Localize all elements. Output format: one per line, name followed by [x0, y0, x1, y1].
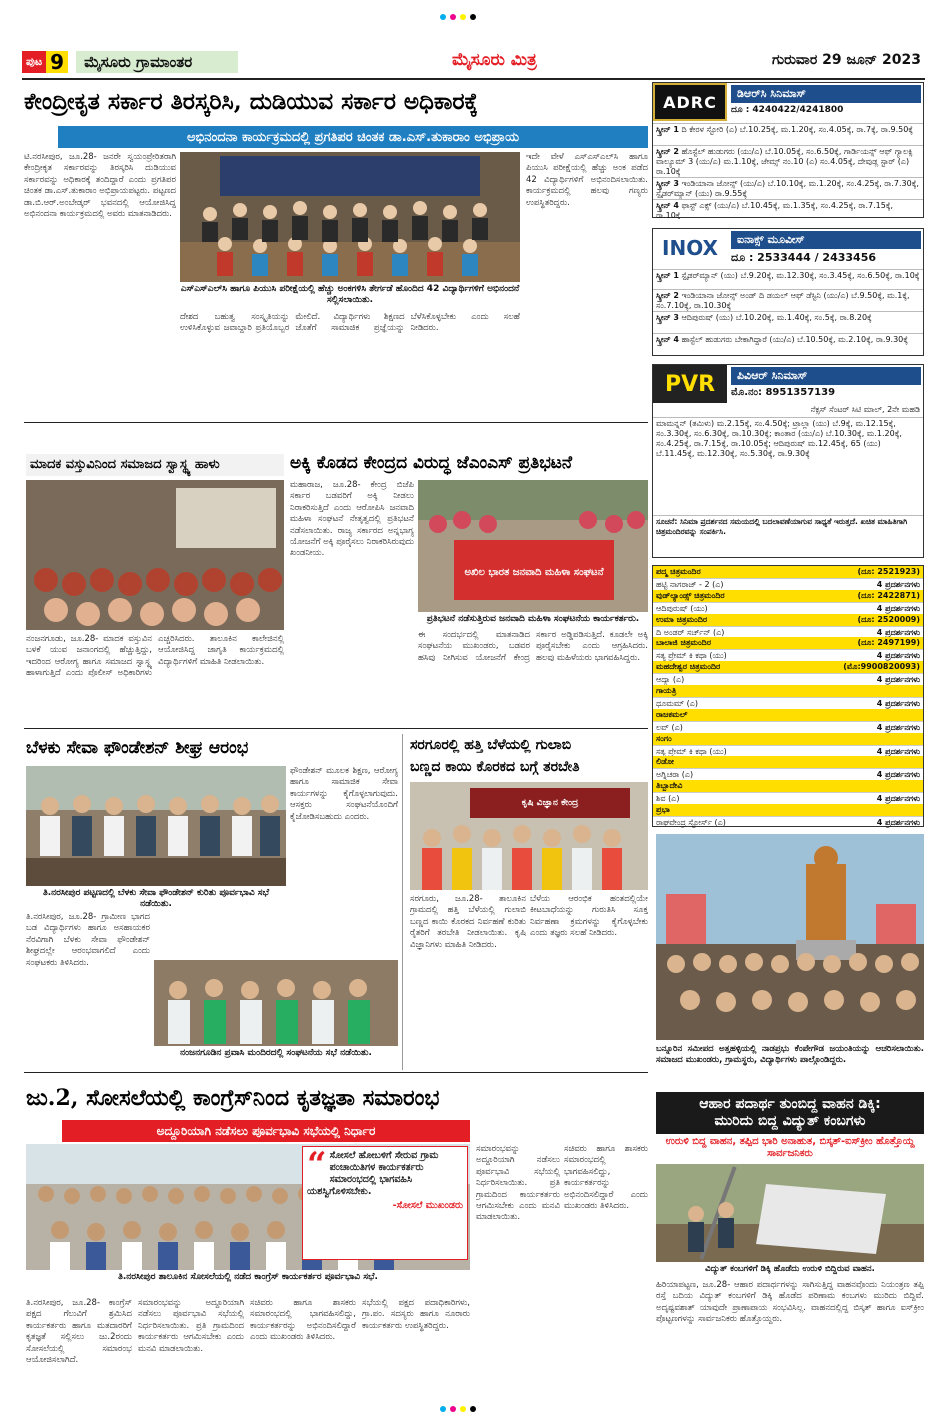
lead-photo — [180, 152, 520, 282]
inox-show-row — [653, 289, 923, 311]
show-count: 4 ಪ್ರದರ್ಶನಗಳು — [876, 675, 920, 685]
quote-mark-icon: “ — [307, 1145, 327, 1185]
inox-show-row — [653, 333, 923, 357]
statue-photo — [656, 834, 924, 1040]
theatre-name: ಪ್ರಭಾ — [656, 805, 670, 814]
accident-body: ಹಿರಿಯಾಪಟ್ಟಣ, ಜೂ.28- ಆಹಾರ ಪದಾರ್ಥಗಳನ್ನು ಸಾಗಿಸುತ್ತಿದ್ದ ವಾಹನವೊಂದು ನಿಯಂತ್ರಣ ತಪ್ಪಿ ರಸ್ತೆ ಬದಿಯ ವಿದ್ಯುತ್ ಕಂಬಗಳಿಗೆ ಡಿಕ್ಕಿ ಹೊಡೆದ ಪರಿಣಾಮ ಕಂಬಗಳು ಮುರಿದು ಬಿದ್ದಿವೆ. ಅದೃಷ್ಟವಶಾತ್ ಯಾವುದೇ ಪ್ರಾಣಾಪಾಯ ಸಂಭವಿಸಿಲ್ಲ. ವಾಹನದಲ್ಲಿದ್ದ ಬಿಸ್ಕತ್ ಹಾಗೂ ಐಸ್‌ಕ್ರೀಂ ಪೊಟ್ಟಣಗಳನ್ನು ಸಾರ್ವಜನಿಕರು ಹೊತ್ತೊಯ್ದರು. — [656, 1280, 924, 1325]
story4-photo1 — [26, 766, 286, 886]
pvr-address: ನೆಕ್ಸಸ್ ಸೆಂಟರ್ ಸಿಟಿ ಮಾಲ್, 2ನೇ ಮಹಡಿ — [810, 405, 920, 414]
theatre-name-row — [653, 590, 923, 602]
drc-screen-label: ಸ್ಕ್ರೀನ್ 4 — [656, 201, 679, 210]
inox-title: ಐನಾಕ್ಸ್ ಮೂವೀಸ್ — [731, 231, 921, 249]
story6-body-col3: ಸಚಿವರು ಹಾಗೂ ಶಾಸಕರು ಸಮಾರಂಭದಲ್ಲಿ ಭಾಗವಹಿಸಲಿದ್ದು, ಕಾರ್ಯಕರ್ತರನ್ನು ಅಭಿನಂದಿಸಲಿದ್ದಾರೆ ಎಂದು ಮುಖಂಡರು ತಿಳಿಸಿದರು. — [250, 1298, 356, 1343]
drc-show-row — [653, 123, 923, 145]
drc-show-text: ಇಂಡಿಯಾನಾ ಜೋನ್ಸ್ (ಯು/ಎ) ಬೆ.10.10ಕ್ಕೆ, ಮ.1.20ಕ್ಕೆ, ಸಂ.4.25ಕ್ಕೆ, ರಾ.7.30ಕ್ಕೆ, ಸ್ಪೈಡರ್‌ಮ್ಯಾನ್ (ಯು) ರಾ.9.55ಕ್ಕೆ — [656, 179, 919, 198]
statue-photo-image — [656, 834, 924, 1040]
accident-photo — [656, 1164, 924, 1262]
movie-name: ಧೂಮಮ್ (ಎ) — [656, 698, 699, 708]
show-count: 4 ಪ್ರದರ್ಶನಗಳು — [876, 603, 920, 613]
accident-photo-caption: ವಿದ್ಯುತ್ ಕಂಬಗಳಿಗೆ ಡಿಕ್ಕಿ ಹೊಡೆದು ಉರುಳಿ ಬಿದ್ದಿರುವ ವಾಹನ. — [705, 1264, 875, 1274]
show-count: 4 ಪ್ರದರ್ಶನಗಳು — [876, 794, 920, 804]
show-count: 4 ಪ್ರದರ್ಶನಗಳು — [876, 817, 920, 827]
story4-photo2-caption: ನಂಜನಗೂಡಿನ ಪ್ರವಾಸಿ ಮಂದಿರದಲ್ಲಿ ಸಂಘಟನೆಯ ಸಭೆ ನಡೆಯಿತು. — [180, 1048, 372, 1058]
theatre-name: ಮಹದೇಶ್ವರ ಚಿತ್ರಮಂದಿರ — [656, 662, 721, 672]
lead-body-col1: ಟಿ.ನರಸೀಪುರ, ಜೂ.28- ಜನರೇ ಸ್ವಯಂಪ್ರೇರಿತರಾಗಿ ಕೇಂದ್ರೀಕೃತ ಸರ್ಕಾರವನ್ನು ತಿರಸ್ಕರಿಸಿ ದುಡಿಯುವ ಸರ್ಕಾರವನ್ನು ಅಧಿಕಾರಕ್ಕೆ ತಂದಿದ್ದಾರೆ ಎಂದು ಪ್ರಗತಿಪರ ಚಿಂತಕ ಡಾ.ಎಸ್.ತುಕಾರಾಂ ಅಭಿಪ್ರಾಯಪಟ್ಟರು. ಪಟ್ಟಣದ ಡಾ.ಬಿ.ಆರ್.ಅಂಬೇಡ್ಕರ್ ಭವನದಲ್ಲಿ ಆಯೋಜಿಸಿದ್ದ ಅಭಿನಂದನಾ ಕಾರ್ಯಕ್ರಮದಲ್ಲಿ ಅವರು ಮಾತನಾಡಿದರು. — [24, 152, 176, 220]
registration-marks-bottom — [440, 1406, 476, 1412]
inox-show-text: ಹಾಸ್ಟೆಲ್ ಹುಡುಗರು ಬೇಕಾಗಿದ್ದಾರೆ (ಯು/ಎ) ಬೆ.10.50ಕ್ಕೆ, ಮ.2.10ಕ್ಕೆ, ರಾ.9.30ಕ್ಕೆ — [681, 335, 908, 344]
show-count: 4 ಪ್ರದರ್ಶನಗಳು — [876, 770, 920, 780]
inox-screen-label: ಸ್ಕ್ರೀನ್ 2 — [656, 291, 679, 300]
show-count: 4 ಪ್ರದರ್ಶನಗಳು — [876, 746, 920, 756]
page-tag: ಪುಟ — [22, 51, 46, 73]
theatre-name: ತಿಬ್ಬಾದೇವಿ — [656, 781, 683, 791]
pvr-phone: ಮೊ.ನಂ: 8951357139 — [731, 387, 836, 398]
drc-show-text: ಹೊಸ್ಟೆಲ್ ಹುಡುಗರು (ಯು/ಎ) ಬೆ.10.05ಕ್ಕೆ, ಸಂ.6.50ಕ್ಕೆ, ಗಾರ್ಡಿಯನ್ಸ್ ಆಫ್ ಗ್ಯಾಲಕ್ಸಿ ವಾಲ್ಯೂಮ್ 3 (ಯು/ಎ) ಮ.1.10ಕ್ಕೆ, ಜೇಮ್ಸ್ ನಂ.10 (ಎ) ಸಂ.4.05ಕ್ಕೆ, ದೇವುಡ್ಲ ಸ್ಟಾರ್ (ಎ) ರಾ.10ಕ್ಕೆ — [656, 147, 913, 176]
story6-body-col4: ಸಭೆಯಲ್ಲಿ ಪಕ್ಷದ ಪದಾಧಿಕಾರಿಗಳು, ಗ್ರಾ.ಪಂ. ಸದಸ್ಯರು ಹಾಗೂ ನೂರಾರು ಕಾರ್ಯಕರ್ತರು ಉಪಸ್ಥಿತರಿದ್ದರು. — [362, 1298, 470, 1331]
accident-subhead: ಉರುಳಿ ಬಿದ್ದ ವಾಹನ, ತಪ್ಪಿದ ಭಾರಿ ಅನಾಹುತ, ಬಿಸ್ಕತ್-ಐಸ್‌ಕ್ರೀಂ ಹೊತ್ತೊಯ್ದ ಸಾರ್ವಜನಿಕರು — [665, 1136, 915, 1159]
story6-quote — [302, 1146, 468, 1260]
cinema-pvr — [652, 364, 924, 558]
theatre-show-row — [653, 745, 923, 757]
story6-subhead: ಅದ್ದೂರಿಯಾಗಿ ನಡೆಸಲು ಪೂರ್ವಭಾವಿ ಸಭೆಯಲ್ಲಿ ನಿರ್ಧಾರ — [62, 1120, 470, 1142]
lead-photo-caption: ಎಸ್‌ಎಸ್‌ಎಲ್‌ಸಿ ಹಾಗೂ ಪಿಯುಸಿ ಪರೀಕ್ಷೆಯಲ್ಲಿ ಹೆಚ್ಚು ಅಂಕಗಳಿಸಿ ತೇರ್ಗಡೆ ಹೊಂದಿದ 42 ವಿದ್ಯಾರ್ಥಿಗಳಿಗೆ ಅಭಿನಂದನೆ ಸಲ್ಲಿಸಲಾಯಿತು. — [180, 284, 520, 305]
mid-rule — [24, 728, 648, 729]
lower-rule — [24, 1072, 648, 1073]
drc-show-row — [653, 145, 923, 177]
masthead: ಮೈಸೂರು ಮಿತ್ರ — [452, 50, 537, 70]
inox-logo: INOX — [662, 236, 718, 260]
story3-headline: ಅಕ್ಕಿ ಕೊಡದ ಕೇಂದ್ರದ ವಿರುದ್ಧ ಜೆಎಂಎಸ್ ಪ್ರತಿಭಟನೆ — [290, 453, 573, 473]
pvr-title: ಪಿವಿಆರ್ ಸಿನಿಮಾಸ್ — [731, 367, 921, 385]
inox-show-text: ಇಂಡಿಯಾನಾ ಜೋನ್ಸ್ ಅಂಡ್ ದಿ ಡಯಲ್ ಆಫ್ ಡೆಸ್ಟಿನಿ (ಯು/ಎ) ಬೆ.9.50ಕ್ಕೆ, ಮ.1ಕ್ಕೆ, ಸಂ.7.10ಕ್ಕೆ, ರಾ.10.30ಕ್ಕೆ — [656, 291, 910, 310]
theatre-name-row — [653, 566, 923, 578]
drc-show-row — [653, 199, 923, 219]
cinema-inox — [652, 228, 924, 356]
theatre-list — [652, 565, 924, 827]
movie-name: ಸತ್ಯ ಪ್ರೇಮ್ ಕಿ ಕಥಾ (ಯು) — [656, 651, 727, 661]
lead-photo-image — [180, 152, 520, 282]
show-count: 4 ಪ್ರದರ್ಶನಗಳು — [876, 698, 920, 708]
theatre-show-row — [653, 673, 923, 685]
story5-headline-line1: ಸರಗೂರಲ್ಲಿ ಹತ್ತಿ ಬೆಳೆಯಲ್ಲಿ ಗುಲಾಬಿ — [410, 737, 572, 753]
inox-screen-label: ಸ್ಕ್ರೀನ್ 3 — [656, 313, 679, 322]
inox-show-text: ಆದಿಪುರುಷ್ (ಯು) ಬೆ.10.20ಕ್ಕೆ, ಮ.1.40ಕ್ಕೆ, ಸಂ.5ಕ್ಕೆ, ರಾ.8.20ಕ್ಕೆ — [681, 313, 872, 322]
theatre-name: ರಾಜಕಮಲ್ — [656, 709, 688, 719]
story4-photo2-image — [154, 960, 398, 1046]
theatre-name: ವುಡ್‌ಲ್ಯಾಂಡ್ಸ್ ಚಿತ್ರಮಂದಿರ — [656, 590, 725, 600]
story3-body-right: ಈ ಸಂದರ್ಭದಲ್ಲಿ ಮಾತನಾಡಿದ ಸಂಘಟನೆಯ ಮುಖಂಡರು, ಬಡವರ ಹಸಿವು ನೀಗಿಸುವ ಯೋಜನೆಗೆ ಕೇಂದ್ರ ಸರ್ಕಾರ ಅಡ್ಡಿಪಡಿಸುತ್ತಿದೆ. ಕೂಡಲೇ ಅಕ್ಕಿ ಪೂರೈಸಬೇಕು ಎಂದು ಆಗ್ರಹಿಸಿದರು. ಹಲವು ಮಹಿಳೆಯರು ಭಾಗವಹಿಸಿದ್ದರು. — [418, 630, 648, 663]
accident-headline-line2: ಮುರಿದು ಬಿದ್ದ ವಿದ್ಯುತ್ ಕಂಬಗಳು — [714, 1113, 866, 1129]
lead-bottom-rule — [24, 422, 648, 423]
pvr-logo: PVR — [653, 365, 727, 403]
movie-name: ದಿ ಅಂಡರ್ ಸರ್ಚ್‌ನ್ (ಎ) — [656, 627, 725, 637]
story4-headline: ಬೆಳಕು ಸೇವಾ ಫೌಂಡೇಶನ್ ಶೀಘ್ರ ಆರಂಭ — [26, 738, 249, 758]
accident-headline-line1: ಆಹಾರ ಪದಾರ್ಥ ತುಂಬಿದ್ದ ವಾಹನ ಡಿಕ್ಕಿ: — [699, 1096, 881, 1112]
accident-photo-image — [656, 1164, 924, 1262]
col-divider — [402, 734, 403, 1070]
story4-body-left: ತಿ.ನರಸೀಪುರ, ಜೂ.28- ಗ್ರಾಮೀಣ ಭಾಗದ ಬಡ ವಿದ್ಯಾರ್ಥಿಗಳು ಹಾಗೂ ಅಸಹಾಯಕರ ನೆರವಿಗಾಗಿ ಬೆಳಕು ಸೇವಾ ಫೌಂಡೇಶನ್ ಶೀಘ್ರದಲ್ಲೇ ಆರಂಭವಾಗಲಿದೆ ಎಂದು ಸಂಘಟಕರು ತಿಳಿಸಿದರು. — [26, 912, 150, 968]
inox-screen-label: ಸ್ಕ್ರೀನ್ 1 — [656, 271, 679, 280]
theatre-show-row — [653, 768, 923, 780]
theatre-name: ಗಾಯತ್ರಿ — [656, 686, 677, 695]
theatre-name: ಉಮಾ ಚಿತ್ರಮಂದಿರ — [656, 614, 708, 624]
story6-quote-text: ಸೋಸಲೆ ಹೋಬಳಿಗೆ ಸೇರುವ ಗ್ರಾಮ ಪಂಚಾಯಿತಿಗಳ ಕಾರ್ಯಕರ್ತರು ಸಮಾರಂಭದಲ್ಲಿ ಭಾಗವಹಿಸಿ ಯಶಸ್ವಿಗೊಳಿಸಬೇಕು. — [307, 1150, 439, 1197]
story6-quote-author: -ಸೋಸಲೆ ಮುಖಂಡರು — [392, 1200, 463, 1211]
story4-body-right: ಫೌಂಡೇಶನ್ ಮೂಲಕ ಶಿಕ್ಷಣ, ಆರೋಗ್ಯ ಹಾಗೂ ಸಾಮಾಜಿಕ ಸೇವಾ ಕಾರ್ಯಗಳನ್ನು ಕೈಗೊಳ್ಳಲಾಗುವುದು. ಆಸಕ್ತರು ಸಂಘಟನೆಯೊಂದಿಗೆ ಕೈಜೋಡಿಸಬಹುದು ಎಂದರು. — [290, 766, 398, 822]
story5-body-right: ಬೆಳೆಯ ಆರಂಭಿಕ ಹಂತದಲ್ಲಿಯೇ ಕೀಟಬಾಧೆಯನ್ನು ಗುರುತಿಸಿ ಸೂಕ್ತ ನಿರ್ವಹಣಾ ಕ್ರಮಗಳನ್ನು ಕೈಗೊಳ್ಳಬೇಕು ಎಂದು ತಜ್ಞರು ಸಲಹೆ ನೀಡಿದರು. — [530, 894, 648, 939]
story5-body-left: ಸರಗೂರು, ಜೂ.28- ತಾಲೂಕಿನ ಗ್ರಾಮದಲ್ಲಿ ಹತ್ತಿ ಬೆಳೆಯಲ್ಲಿ ಗುಲಾಬಿ ಬಣ್ಣದ ಕಾಯಿ ಕೊರಕದ ನಿರ್ವಹಣೆ ಕುರಿತು ರೈತರಿಗೆ ತರಬೇತಿ ನೀಡಲಾಯಿತು. ಕೃಷಿ ವಿಜ್ಞಾನಿಗಳು ಮಾಹಿತಿ ನೀಡಿದರು. — [410, 894, 526, 950]
movie-name: ಆದ್ಯಾ (ಎ) — [656, 675, 685, 685]
theatre-show-row — [653, 578, 923, 590]
section-name: ಮೈಸೂರು ಗ್ರಾಮಾಂತರ — [76, 51, 238, 73]
header-rule — [22, 78, 925, 80]
story4-photo2 — [154, 960, 398, 1046]
story4-photo1-image — [26, 766, 286, 886]
theatre-name: ಪದ್ಮ ಚಿತ್ರಮಂದಿರ — [656, 567, 701, 576]
show-count: 4 ಪ್ರದರ್ಶನಗಳು — [876, 627, 920, 637]
show-count: 4 ಪ್ರದರ್ಶನಗಳು — [876, 579, 920, 589]
lead-body-col3: ಇದೇ ವೇಳೆ ಎಸ್‌ಎಸ್‌ಎಲ್‌ಸಿ ಹಾಗೂ ಪಿಯುಸಿ ಪರೀಕ್ಷೆಯಲ್ಲಿ ಹೆಚ್ಚು ಅಂಕ ಪಡೆದ 42 ವಿದ್ಯಾರ್ಥಿಗಳಿಗೆ ಅಭಿನಂದಿಸಲಾಯಿತು. ಕಾರ್ಯಕ್ರಮದಲ್ಲಿ ಹಲವು ಗಣ್ಯರು ಉಪಸ್ಥಿತರಿದ್ದರು. — [526, 152, 648, 208]
drc-logo: ADRC — [653, 83, 727, 121]
story6-body-col2: ಸಮಾರಂಭವನ್ನು ಅದ್ದೂರಿಯಾಗಿ ನಡೆಸಲು ಪೂರ್ವಭಾವಿ ಸಭೆಯಲ್ಲಿ ನಿರ್ಧರಿಸಲಾಯಿತು. ಪ್ರತಿ ಗ್ರಾಮದಿಂದ ಕಾರ್ಯಕರ್ತರು ಆಗಮಿಸಬೇಕು ಎಂದು ಮನವಿ ಮಾಡಲಾಯಿತು. — [138, 1298, 244, 1354]
story6-photo-caption: ತಿ.ನರಸೀಪುರ ತಾಲೂಕಿನ ಸೋಸಲೆಯಲ್ಲಿ ನಡೆದ ಕಾಂಗ್ರೆಸ್ ಕಾರ್ಯಕರ್ತರ ಪೂರ್ವಭಾವಿ ಸಭೆ. — [118, 1272, 378, 1282]
page-number: 9 — [46, 51, 68, 73]
pvr-notice: ಸೂಚನೆ: ಸಿನಿಮಾ ಪ್ರದರ್ಶನದ ಸಮಯದಲ್ಲಿ ಬದಲಾವಣೆಯಾಗುವ ಸಾಧ್ಯತೆ ಇರುತ್ತದೆ. ಖಚಿತ ಮಾಹಿತಿಗಾಗಿ ಚಿತ್ರಮಂದಿರವನ್ನು ಸಂಪರ್ಕಿಸಿ. — [653, 515, 923, 559]
theatre-name-row — [653, 756, 923, 768]
theatre-show-row — [653, 816, 923, 828]
theatre-name-row — [653, 780, 923, 792]
theatre-name-row — [653, 804, 923, 816]
story2-photo-image — [26, 480, 284, 630]
story2-headline: ಮಾದಕ ವಸ್ತುವಿನಿಂದ ಸಮಾಜದ ಸ್ವಾಸ್ಥ್ಯ ಹಾಳು — [26, 454, 284, 476]
inox-show-text: ಸ್ಪೈಡರ್‌ಮ್ಯಾನ್ (ಯು) ಬೆ.9.20ಕ್ಕೆ, ಮ.12.30ಕ್ಕೆ, ಸಂ.3.45ಕ್ಕೆ, ಸಂ.6.50ಕ್ಕೆ, ರಾ.10ಕ್ಕೆ — [681, 271, 920, 280]
theatre-show-row — [653, 697, 923, 709]
movie-name: ಅಗ್ನಿಚರಾ (ಎ) — [656, 770, 694, 780]
inox-phone: ದೂ : 2533444 / 2433456 — [731, 251, 877, 264]
story6-body-col6: ಸಚಿವರು ಹಾಗೂ ಶಾಸಕರು ಸಮಾರಂಭದಲ್ಲಿ ಭಾಗವಹಿಸಲಿದ್ದು, ಕಾರ್ಯಕರ್ತರನ್ನು ಅಭಿನಂದಿಸಲಿದ್ದಾರೆ ಎಂದು ಮುಖಂಡರು ತಿಳಿಸಿದರು. — [564, 1144, 648, 1212]
movie-name: ಹಟ್ಟಿ ನಾಗರಾಜ್ - 2 (ಎ) — [656, 579, 724, 589]
drc-title: ಡಿಆರ್‌ಸಿ ಸಿನಿಮಾಸ್ — [731, 85, 921, 103]
inox-screen-label: ಸ್ಕ್ರೀನ್ 4 — [656, 335, 679, 344]
theatre-phone: (ದೂ: 2497199) — [857, 638, 920, 648]
theatre-show-row — [653, 649, 923, 661]
cinema-drc — [652, 82, 924, 218]
story3-photo-caption: ಪ್ರತಿಭಟನೆ ನಡೆಸುತ್ತಿರುವ ಜನವಾದಿ ಮಹಿಳಾ ಸಂಘಟನೆಯ ಕಾರ್ಯಕರ್ತರು. — [426, 614, 640, 624]
drc-show-text: ದಿ ಕೇರಳ ಸ್ಟೋರಿ (ಎ) ಬೆ.10.25ಕ್ಕೆ, ಮ.1.20ಕ್ಕೆ, ಸಂ.4.05ಕ್ಕೆ, ರಾ.7ಕ್ಕೆ, ರಾ.9.50ಕ್ಕೆ — [681, 125, 913, 134]
drc-show-row — [653, 177, 923, 199]
lead-subhead: ಅಭಿನಂದನಾ ಕಾರ್ಯಕ್ರಮದಲ್ಲಿ ಪ್ರಗತಿಪರ ಚಿಂತಕ ಡಾ.ಎಸ್.ತುಕಾರಾಂ ಅಭಿಪ್ರಾಯ — [58, 126, 648, 148]
registration-marks-top — [440, 14, 476, 20]
movie-name: ರಾಘವೇಂದ್ರ ಸ್ಟೋರ್ಸ್ (ಎ) — [656, 817, 726, 827]
theatre-name-row — [653, 733, 923, 745]
theatre-show-row — [653, 792, 923, 804]
inox-show-row — [653, 311, 923, 333]
dateline: ಗುರುವಾರ 29 ಜೂನ್ 2023 — [772, 52, 921, 68]
drc-screen-label: ಸ್ಕ್ರೀನ್ 3 — [656, 179, 679, 188]
story3-body-left: ಮಹಾರಾಜ, ಜೂ.28- ಕೇಂದ್ರ ಬಿಜೆಪಿ ಸರ್ಕಾರ ಬಡವರಿಗೆ ಅಕ್ಕಿ ನೀಡಲು ನಿರಾಕರಿಸುತ್ತಿದೆ ಎಂದು ಆರೋಪಿಸಿ ಜನವಾದಿ ಮಹಿಳಾ ಸಂಘಟನೆ ನೇತೃತ್ವದಲ್ಲಿ ಪ್ರತಿಭಟನೆ ನಡೆಸಲಾಯಿತು. ರಾಜ್ಯ ಸರ್ಕಾರದ ಅನ್ನಭಾಗ್ಯ ಯೋಜನೆಗೆ ಅಕ್ಕಿ ಪೂರೈಸಲು ನಿರಾಕರಿಸಿರುವುದು ಖಂಡನೀಯ. — [290, 480, 414, 559]
story5-banner-text: ಕೃಷಿ ವಿಜ್ಞಾನ ಕೇಂದ್ರ — [521, 798, 579, 808]
story5-headline-line2: ಬಣ್ಣದ ಕಾಯಿ ಕೊರಕದ ಬಗ್ಗೆ ತರಬೇತಿ — [410, 759, 580, 775]
theatre-name-row — [653, 685, 923, 697]
statue-caption: ಬನ್ನೂರಿನ ಸಮೀಪದ ಅತ್ತಹಳ್ಳಿಯಲ್ಲಿ ನಾಡಪ್ರಭು ಕೆಂಪೇಗೌಡ ಜಯಂತಿಯನ್ನು ಆಚರಿಸಲಾಯಿತು. ಸಮಾಜದ ಮುಖಂಡರು, ಗ್ರಾಮಸ್ಥರು, ವಿದ್ಯಾರ್ಥಿಗಳು ಪಾಲ್ಗೊಂಡಿದ್ದರು. — [656, 1044, 924, 1065]
pvr-show-text: ಮಾಮನ್ನನ್ (ತಮಿಳು) ಮ.2.15ಕ್ಕೆ, ಸಂ.4.50ಕ್ಕೆ; ಟ್ರಾಲ್ಲಾ (ಯು) ಬೆ.9ಕ್ಕೆ, ಮ.12.15ಕ್ಕೆ, ಸಂ.3.30ಕ್ಕೆ, ಸಂ.6.30ಕ್ಕೆ, ರಾ.10.30ಕ್ಕೆ; ಕಾಂತಾರ (ಯು/ಎ) ಬೆ.10.30ಕ್ಕೆ, ಮ.1.20ಕ್ಕೆ, ಸಂ.4.25ಕ್ಕೆ, ರಾ.7.15ಕ್ಕೆ, ರಾ.10.05ಕ್ಕೆ; ಆದಿಪುರುಷ್ ಮ.12.45ಕ್ಕೆ, 65 (ಯು) ಬೆ.11.45ಕ್ಕೆ, ಮ.12.30ಕ್ಕೆ, ಸಂ.5.30ಕ್ಕೆ, ರಾ.9.30ಕ್ಕೆ — [656, 419, 902, 458]
inox-show-row — [653, 269, 923, 289]
story6-headline: ಜು.2, ಸೋಸಲೆಯಲ್ಲಿ ಕಾಂಗ್ರೆಸ್‌ನಿಂದ ಕೃತಜ್ಞತಾ ಸಮಾರಂಭ — [26, 1085, 440, 1111]
theatre-name-row — [653, 614, 923, 626]
movie-name: ಲವ್ (ಎ) — [656, 722, 683, 732]
movie-name: ಸತ್ಯ ಪ್ರೇಮ್ ಕಿ ಕಥಾ (ಯು) — [656, 746, 727, 756]
story3-banner-text: ಅಖಿಲ ಭಾರತ ಜನವಾದಿ ಮಹಿಳಾ ಸಂಘಟನೆ — [464, 567, 604, 578]
lead-headline: ಕೇಂದ್ರೀಕೃತ ಸರ್ಕಾರ ತಿರಸ್ಕರಿಸಿ, ದುಡಿಯುವ ಸರ್ಕಾರ ಅಧಿಕಾರಕ್ಕೆ — [24, 88, 478, 115]
show-count: 4 ಪ್ರದರ್ಶನಗಳು — [876, 651, 920, 661]
theatre-name-row — [653, 661, 923, 673]
accident-headline — [656, 1092, 924, 1134]
movie-name: ಆದಿಪುರುಷ್ (ಯು) — [656, 603, 708, 613]
drc-show-text: ಫಾಸ್ಟ್ ಎಕ್ಸ್ (ಯು/ಎ) ಬೆ.10.45ಕ್ಕೆ, ಮ.1.35ಕ್ಕೆ, ಸಂ.4.25ಕ್ಕೆ, ರಾ.7.15ಕ್ಕೆ, ರಾ.10ಕ್ಕೆ — [656, 201, 894, 219]
story6-body-col1: ತಿ.ನರಸೀಪುರ, ಜೂ.28- ಕಾಂಗ್ರೆಸ್ ಪಕ್ಷದ ಗೆಲುವಿಗೆ ಶ್ರಮಿಸಿದ ಕಾರ್ಯಕರ್ತರು ಹಾಗೂ ಮತದಾರರಿಗೆ ಕೃತಜ್ಞತೆ ಸಲ್ಲಿಸಲು ಜು.2ರಂದು ಸೋಸಲೆಯಲ್ಲಿ ಸಮಾರಂಭ ಆಯೋಜಿಸಲಾಗಿದೆ. — [26, 1298, 132, 1366]
drc-screen-label: ಸ್ಕ್ರೀನ್ 1 — [656, 125, 679, 134]
drc-screen-label: ಸ್ಕ್ರೀನ್ 2 — [656, 147, 679, 156]
theatre-phone: (ದೂ: 2422871) — [857, 590, 920, 600]
theatre-name: ಲಿಡೋ — [656, 757, 674, 767]
theatre-phone: (ಮೊ:9900820093) — [843, 662, 920, 672]
show-count: 4 ಪ್ರದರ್ಶನಗಳು — [876, 722, 920, 732]
theatre-show-row — [653, 626, 923, 638]
theatre-show-row — [653, 602, 923, 614]
theatre-phone: (ದೂ: 2520009) — [857, 614, 920, 624]
drc-phone: ದೂ : 4240422/4241800 — [731, 105, 844, 115]
theatre-name-row — [653, 637, 923, 649]
theatre-name: ಸಂಗಂ — [656, 733, 672, 743]
story4-photo1-caption: ತಿ.ನರಸೀಪುರ ಪಟ್ಟಣದಲ್ಲಿ ಬೆಳಕು ಸೇವಾ ಫೌಂಡೇಶನ್ ಕುರಿತು ಪೂರ್ವಭಾವಿ ಸಭೆ ನಡೆಯಿತು. — [42, 888, 270, 909]
theatre-phone: (ದೂ: 2521923) — [857, 567, 920, 576]
story2-photo — [26, 480, 284, 630]
story6-body-col5: ಸಮಾರಂಭವನ್ನು ಅದ್ದೂರಿಯಾಗಿ ನಡೆಸಲು ಪೂರ್ವಭಾವಿ ಸಭೆಯಲ್ಲಿ ನಿರ್ಧರಿಸಲಾಯಿತು. ಪ್ರತಿ ಗ್ರಾಮದಿಂದ ಕಾರ್ಯಕರ್ತರು ಆಗಮಿಸಬೇಕು ಎಂದು ಮನವಿ ಮಾಡಲಾಯಿತು. — [476, 1144, 560, 1223]
theatre-name-row — [653, 709, 923, 721]
story2-body: ನಂಜನಗೂಡು, ಜೂ.28- ಮಾದಕ ವಸ್ತುವಿನ ಬಳಕೆ ಯುವ ಜನಾಂಗದಲ್ಲಿ ಹೆಚ್ಚುತ್ತಿದ್ದು, ಇದರಿಂದ ಆರೋಗ್ಯ ಹಾಗೂ ಸಮಾಜದ ಸ್ವಾಸ್ಥ್ಯ ಹಾಳಾಗುತ್ತಿದೆ ಎಂದು ಪೊಲೀಸ್ ಅಧಿಕಾರಿಗಳು ಎಚ್ಚರಿಸಿದರು. ತಾಲೂಕಿನ ಕಾಲೇಜಿನಲ್ಲಿ ಆಯೋಜಿಸಿದ್ದ ಜಾಗೃತಿ ಕಾರ್ಯಕ್ರಮದಲ್ಲಿ ವಿದ್ಯಾರ್ಥಿಗಳಿಗೆ ಮಾಹಿತಿ ನೀಡಲಾಯಿತು. — [26, 634, 284, 679]
theatre-name: ಬಾಲಾಜಿ ಚಿತ್ರಮಂದಿರ — [656, 638, 711, 648]
theatre-show-row — [653, 721, 923, 733]
lead-body-col2: ದೇಶದ ಬಹುತ್ವ ಸಂಸ್ಕೃತಿಯನ್ನು ಉಳಿಸಿಕೊಳ್ಳುವ ಜವಾಬ್ದಾರಿ ಪ್ರತಿಯೊಬ್ಬರ ಮೇಲಿದೆ. ವಿದ್ಯಾರ್ಥಿಗಳು ಶಿಕ್ಷಣದ ಜೊತೆಗೆ ಸಾಮಾಜಿಕ ಪ್ರಜ್ಞೆಯನ್ನು ಬೆಳೆಸಿಕೊಳ್ಳಬೇಕು ಎಂದು ಸಲಹೆ ನೀಡಿದರು. — [180, 312, 520, 334]
pvr-show-row — [653, 417, 923, 513]
movie-name: ಶಿವ (ಎ) — [656, 794, 680, 804]
